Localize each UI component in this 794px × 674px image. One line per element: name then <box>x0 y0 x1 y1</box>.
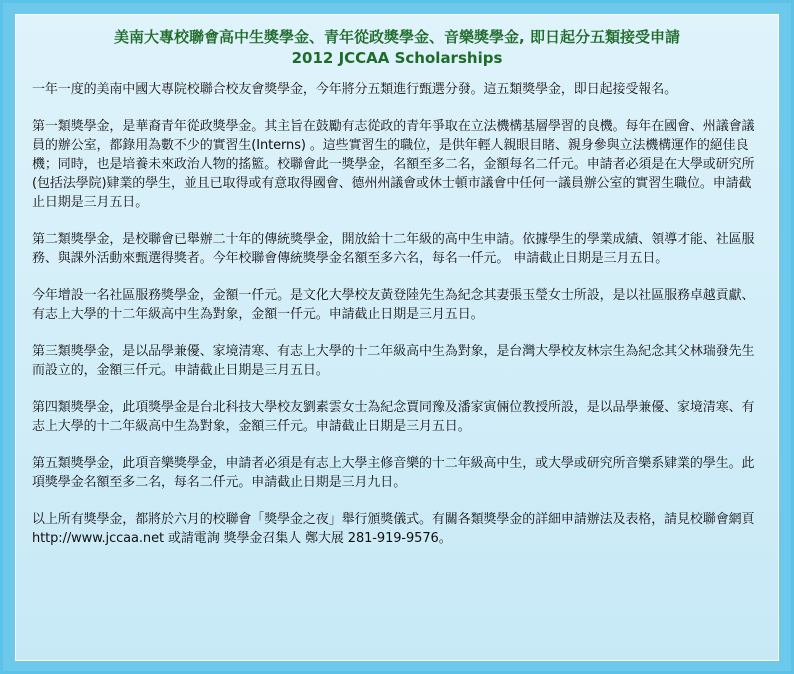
announcement-panel <box>15 14 779 661</box>
category-4-paragraph: 第四類獎學金，此項獎學金是台北科技大學校友劉素雲女士為紀念賈同豫及潘家寅倆位教授所設，是以品學兼優、家境清寒、有志上大學的十二年級高中生為對象，金額三仟元。申請截止日期是三月五日。 <box>32 400 755 434</box>
announcement-title: 美南大專校聯會高中生獎學金、青年從政獎學金、音樂獎學金, 即日起分五類接受申請 <box>114 28 680 46</box>
closing-paragraph: 以上所有獎學金，都將於六月的校聯會「獎學金之夜」舉行頒獎儀式。有關各類獎學金的詳細申請辦法及表格，請見校聯會網頁 http://www.jccaa.net 或請電詢 獎學金召集人 鄭大展 281-919-9576。 <box>32 512 755 546</box>
category-3-paragraph: 第三類獎學金，是以品學兼優、家境清寒、有志上大學的十二年級高中生為對象，是台灣大學校友林宗生為紀念其父林瑞發先生而設立的，金額三仟元。申請截止日期是三月五日。 <box>32 344 755 378</box>
category-2-paragraph: 第二類獎學金，是校聯會已舉辦二十年的傳統獎學金，開放給十二年級的高中生申請。依據學生的學業成績、領導才能、社區服務、與課外活動來甄選得獎者。今年校聯會傳統獎學金名額至多六名，每名一仟元。 申請截止日期是三月五日。 <box>32 232 755 266</box>
community-service-paragraph: 今年增設一名社區服務獎學金，金額一仟元。是文化大學校友黃登陸先生為紀念其妻張玉瑩女士所設，是以社區服務卓越貢獻、有志上大學的十二年級高中生為對象，金額一仟元。申請截止日期是三月五日。 <box>32 288 755 322</box>
announcement-subtitle: 2012 JCCAA Scholarships <box>291 49 503 67</box>
category-1-paragraph: 第一類獎學金，是華裔青年從政獎學金。其主旨在鼓勵有志從政的青年爭取在立法機構基層學習的良機。每年在國會、州議會議員的辦公室，都錄用為數不少的實習生(Interns) 。這些實習生的職位，是供年輕人親眼目睹、親身參與立法機構運作的絕佳良機；同時，也是培養未來政治人物的搖籃。校聯會此一獎學金，名額至多二名，金額每名二仟元。申請者必須是在大學或研究所(包括法學院)肄業的學生，並且已取得或有意取得國會、德州州議會或休士頓市議會中任何一議員辦公室的實習生職位。申請截止日期是三月五日。 <box>32 119 755 210</box>
intro-paragraph: 一年一度的美南中國大專院校聯合校友會獎學金，今年將分五類進行甄選分發。這五類獎學金，即日起接受報名。 <box>32 82 678 97</box>
category-5-paragraph: 第五類獎學金，此項音樂獎學金，申請者必須是有志上大學主修音樂的十二年級高中生，或大學或研究所音樂系肄業的學生。此項獎學金名額至多二名，每名二仟元。申請截止日期是三月九日。 <box>32 456 755 490</box>
